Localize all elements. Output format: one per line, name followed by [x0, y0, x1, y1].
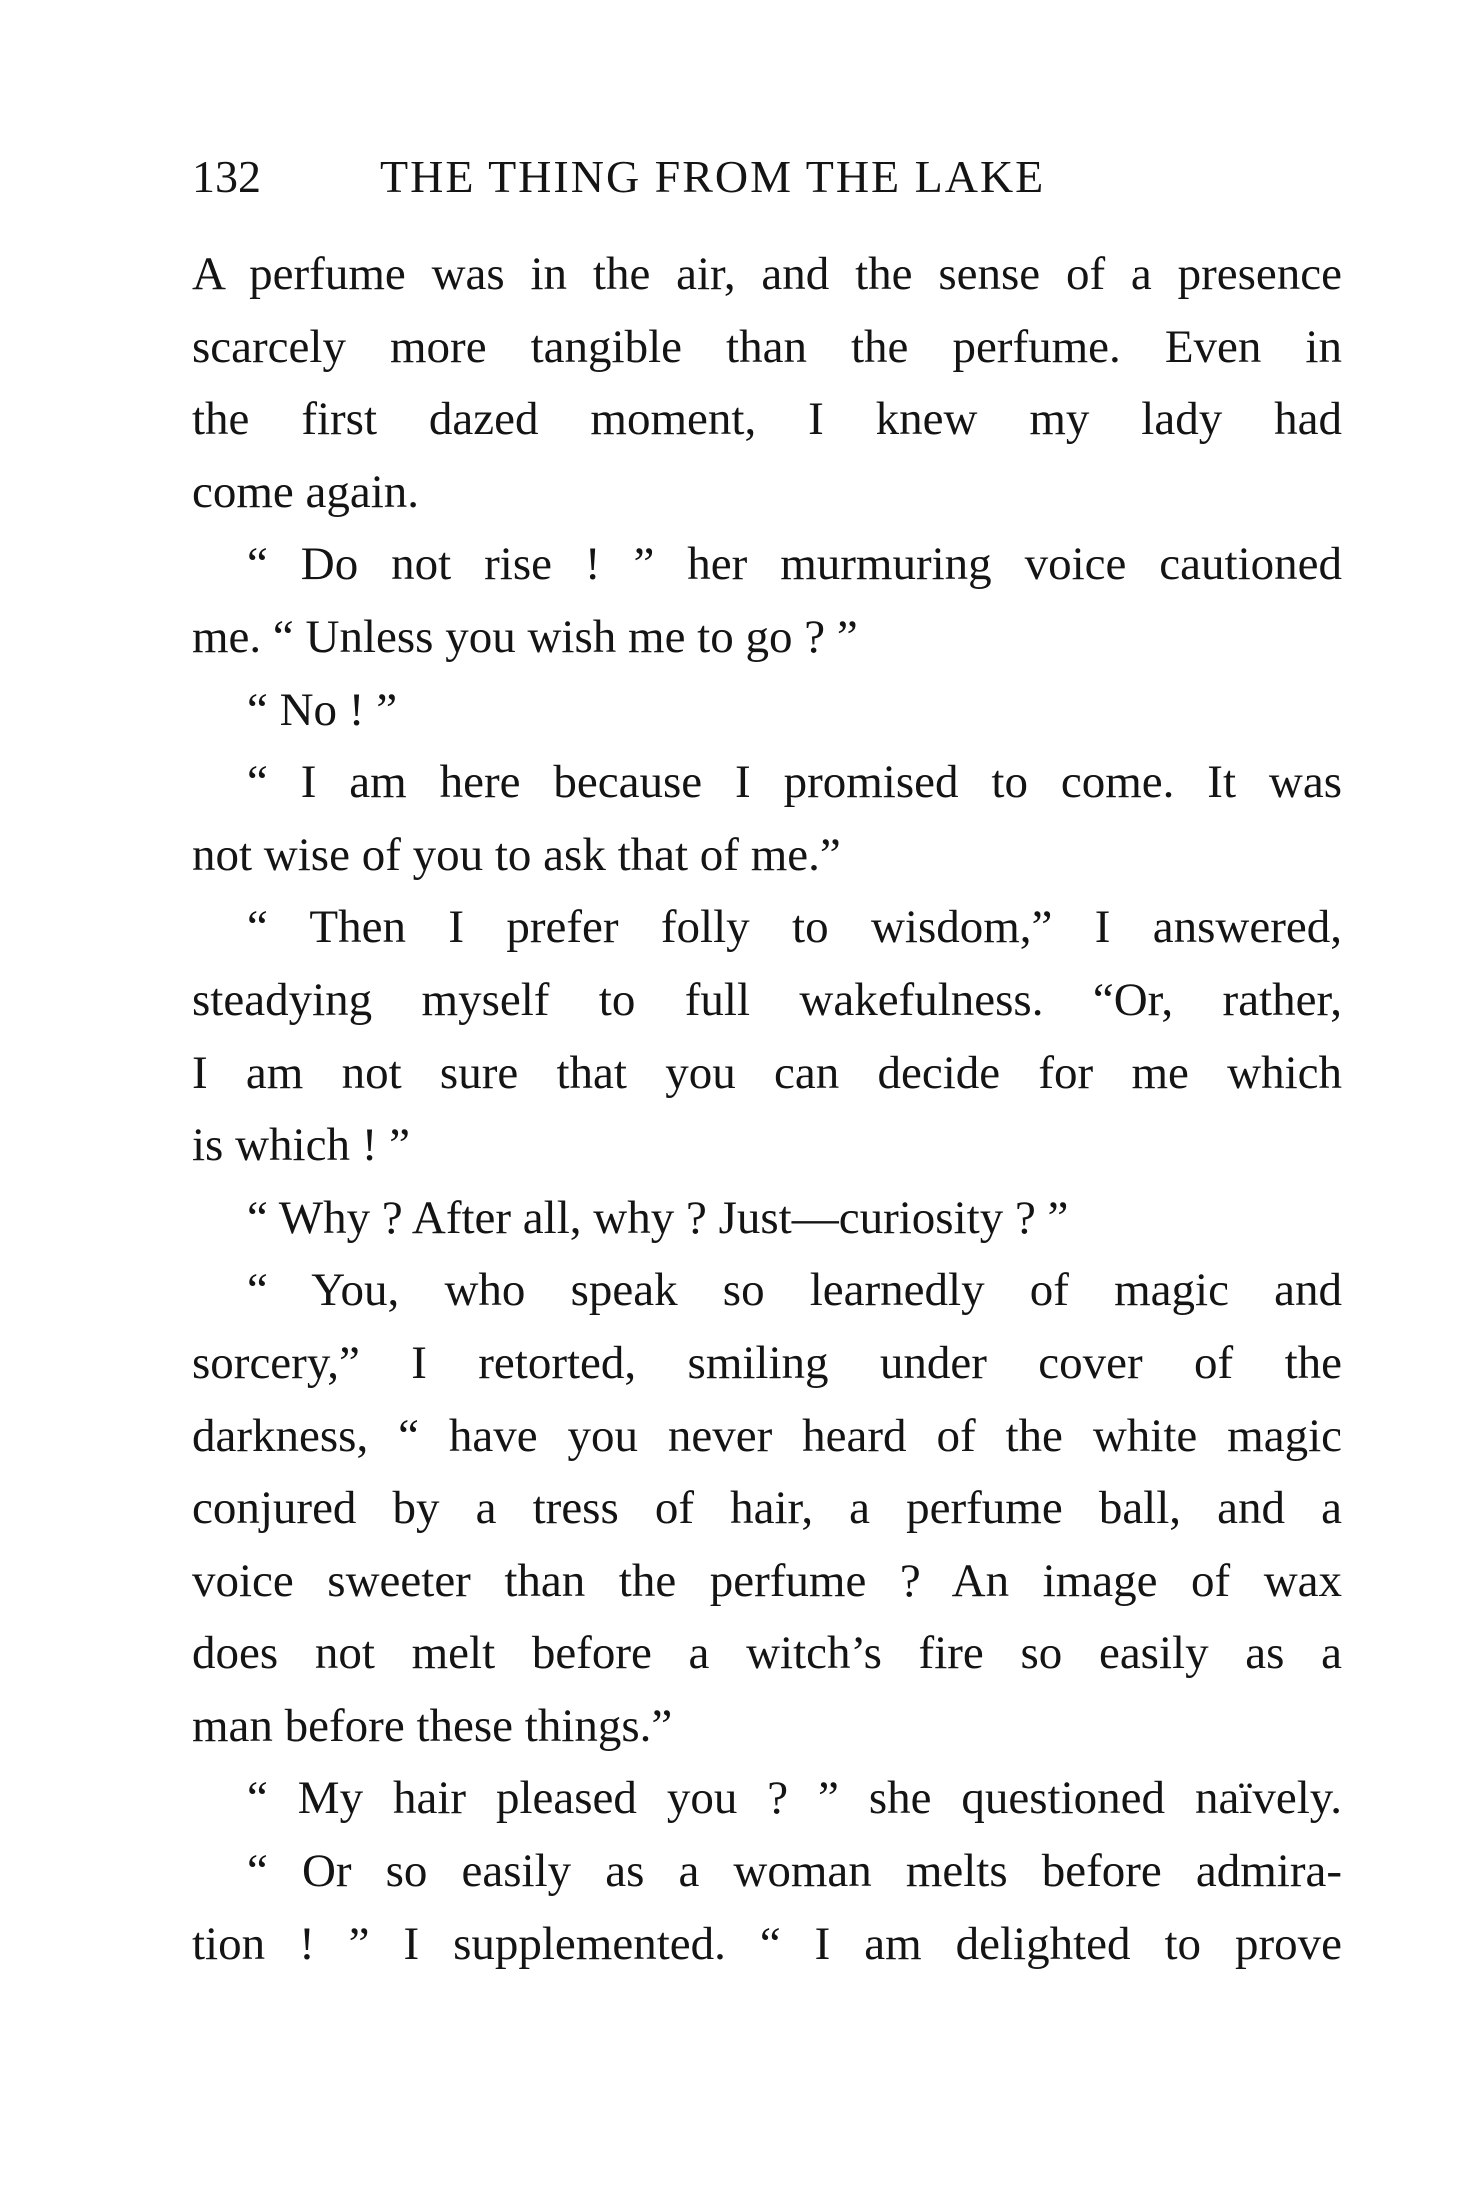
text-line: darkness, “ have you never heard of the white magic	[192, 1409, 1342, 1462]
text-line: come again.	[192, 465, 420, 518]
text-line: “ Why ? After all, why ? Just—curiosity ? ”	[247, 1191, 1069, 1244]
text-line: man before these things.”	[192, 1699, 673, 1752]
text-line: “ Or so easily as a woman melts before admira-	[247, 1845, 1342, 1898]
text-line: me. “ Unless you wish me to go ? ”	[192, 610, 858, 663]
text-line: tion ! ” I supplemented. “ I am delighted to prove	[192, 1917, 1342, 1970]
text-line: steadying myself to full wakefulness. “Or, rather,	[192, 973, 1342, 1026]
text-line: “ I am here because I promised to come. It was	[247, 756, 1342, 809]
text-line: the first dazed moment, I knew my lady had	[192, 393, 1342, 446]
body-text	[192, 238, 1342, 1980]
running-head	[192, 142, 1342, 212]
text-line: “ Do not rise ! ” her murmuring voice cautioned	[247, 538, 1342, 591]
text-line: scarcely more tangible than the perfume. Even in	[192, 320, 1342, 373]
text-line: not wise of you to ask that of me.”	[192, 828, 841, 881]
text-line: I am not sure that you can decide for me which	[192, 1046, 1342, 1099]
text-line: A perfume was in the air, and the sense of a presence	[192, 248, 1342, 300]
text-line: “ Then I prefer folly to wisdom,” I answered,	[247, 901, 1342, 954]
text-line: voice sweeter than the perfume ? An image of wax	[192, 1554, 1342, 1607]
text-line: does not melt before a witch’s fire so easily as a	[192, 1627, 1342, 1680]
running-title: THE THING FROM THE LAKE	[380, 151, 1046, 202]
text-line: is which ! ”	[192, 1119, 410, 1172]
text-line: “ My hair pleased you ? ” she questioned naïvely.	[247, 1772, 1342, 1825]
text-line: conjured by a tress of hair, a perfume ball, and a	[192, 1482, 1342, 1535]
text-line: “ No ! ”	[247, 683, 398, 736]
text-line: sorcery,” I retorted, smiling under cover of the	[192, 1336, 1342, 1389]
text-line: “ You, who speak so learnedly of magic and	[247, 1264, 1342, 1317]
page-number: 132	[192, 151, 261, 202]
